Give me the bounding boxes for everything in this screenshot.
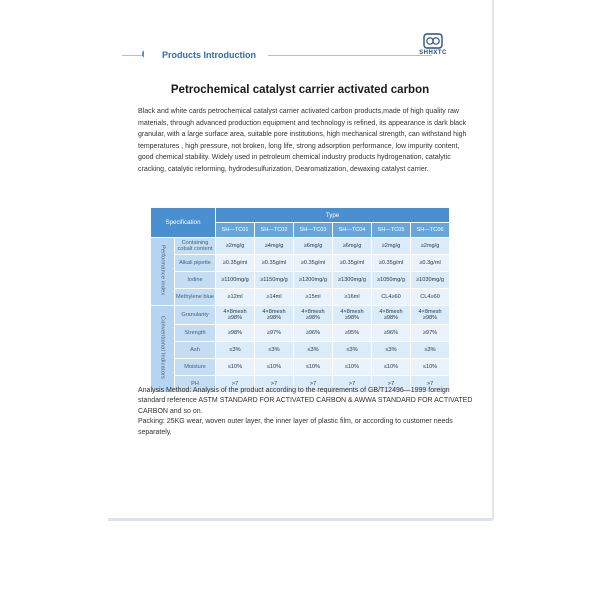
model-header: SH—TC06 bbox=[411, 223, 450, 238]
table-cell: ≤10% bbox=[411, 359, 450, 376]
table-cell: 4×8mesh ≥98% bbox=[255, 306, 294, 325]
group-label: Conventional Indicators bbox=[159, 316, 166, 380]
section-label: Products Introduction bbox=[144, 46, 268, 64]
model-header: SH—TC04 bbox=[333, 223, 372, 238]
group-performance-index bbox=[151, 238, 175, 306]
specification-table bbox=[150, 207, 450, 393]
model-header: SH—TC01 bbox=[216, 223, 255, 238]
analysis-method-text: Analysis Method: Analysis of the product according to the requirements of GB/T12496—1999 foreign standard reference ASTM STANDARD FOR ACTIVATED CARBON & AWWA STANDARD FOR ACTIVATED CARBON and so on. bbox=[138, 387, 473, 415]
table-cell: ≥1030mg/g bbox=[411, 272, 450, 289]
row-label: Alkali pipette bbox=[175, 255, 216, 272]
company-logo bbox=[408, 33, 458, 59]
table-cell: ≤3% bbox=[372, 342, 411, 359]
table-cell: ≥6mg/g bbox=[294, 238, 333, 255]
table-cell: ≥15ml bbox=[294, 289, 333, 306]
table-cell: >7 bbox=[294, 376, 333, 393]
table-row bbox=[151, 238, 450, 255]
model-header: SH—TC02 bbox=[255, 223, 294, 238]
logo-emblem-icon bbox=[422, 33, 444, 49]
table-cell: ≤3% bbox=[216, 342, 255, 359]
table-cell: ≤3% bbox=[411, 342, 450, 359]
table-cell: ≤10% bbox=[333, 359, 372, 376]
table-cell: ≥1150mg/g bbox=[255, 272, 294, 289]
table-cell: ≥6mg/g bbox=[333, 238, 372, 255]
table-row bbox=[151, 359, 450, 376]
table-cell: ≥16ml bbox=[333, 289, 372, 306]
table-cell: 4×8mesh ≥98% bbox=[411, 306, 450, 325]
table-cell: ≤3% bbox=[333, 342, 372, 359]
table-cell: ≥1300mg/g bbox=[333, 272, 372, 289]
row-label: Moisture bbox=[175, 359, 216, 376]
table-cell: ≥2mg/g bbox=[411, 238, 450, 255]
table-cell: ≥96% bbox=[372, 325, 411, 342]
model-header: SH—TC05 bbox=[372, 223, 411, 238]
row-label: Containing cobalt content bbox=[175, 238, 216, 255]
page-bottom-edge bbox=[108, 518, 492, 521]
page-title: Petrochemical catalyst carrier activated carbon bbox=[170, 84, 430, 96]
row-label: Strength bbox=[175, 325, 216, 342]
analysis-section bbox=[138, 386, 476, 438]
table-row bbox=[151, 255, 450, 272]
intro-paragraph: Black and white cards petrochemical catalyst carrier activated carbon products,made of high quality raw materials, through advanced production equipment and technology is refined, its appearance is dark black granular, with a large surface area, suitable pore institutions, high mechanical strength, can withstand high temperatures , high pressure, not broken, long life, strong adsorption performance, low impurity content, good chemical stability. Widely used in petroleum chemical industry products hydrogenation, catalytic cracking, catalytic reforming, hydrodesulfurization, Dearomatization, dewaxing catalyst carrier. bbox=[138, 108, 467, 173]
table-cell: 4×8mesh ≥98% bbox=[372, 306, 411, 325]
table-cell: ≥1050mg/g bbox=[372, 272, 411, 289]
table-cell: 4×8mesh ≥98% bbox=[216, 306, 255, 325]
table-cell: ≥0.35g/ml bbox=[255, 255, 294, 272]
logo-text: SHHXTC bbox=[419, 50, 447, 56]
table-cell: ≥1200mg/g bbox=[294, 272, 333, 289]
group-label: Performance index bbox=[159, 245, 166, 296]
table-cell: ≤10% bbox=[216, 359, 255, 376]
table-cell: CL4≥60 bbox=[411, 289, 450, 306]
table-cell: ≥97% bbox=[255, 325, 294, 342]
row-label: Iodine bbox=[175, 272, 216, 289]
row-label: Methylene blue bbox=[175, 289, 216, 306]
table-cell: >7 bbox=[333, 376, 372, 393]
table-cell: ≥0.35g/ml bbox=[333, 255, 372, 272]
table-row bbox=[151, 342, 450, 359]
table-cell: ≥1100mg/g bbox=[216, 272, 255, 289]
table-cell: ≥2mg/g bbox=[216, 238, 255, 255]
table-cell: ≥95% bbox=[333, 325, 372, 342]
table-cell: ≥4mg/g bbox=[255, 238, 294, 255]
table-cell: ≥12ml bbox=[216, 289, 255, 306]
table-cell: ≤10% bbox=[294, 359, 333, 376]
table-cell: ≥0.35g/ml bbox=[216, 255, 255, 272]
table-row bbox=[151, 289, 450, 306]
row-label: Granularity bbox=[175, 306, 216, 325]
table-cell: ≥97% bbox=[411, 325, 450, 342]
table-row bbox=[151, 272, 450, 289]
group-conventional-indicators bbox=[151, 306, 175, 393]
header-type: Type bbox=[216, 208, 450, 223]
table-cell: ≥14ml bbox=[255, 289, 294, 306]
table-cell: ≥98% bbox=[216, 325, 255, 342]
brochure-page bbox=[108, 0, 494, 520]
table-cell: ≥0.35g/ml bbox=[294, 255, 333, 272]
row-label: PH bbox=[175, 376, 216, 393]
table-cell: ≥96% bbox=[294, 325, 333, 342]
header-specification: Specification bbox=[151, 208, 216, 238]
table-cell: ≤3% bbox=[255, 342, 294, 359]
table-cell: CL4≥60 bbox=[372, 289, 411, 306]
table-cell: 4×8mesh ≥98% bbox=[294, 306, 333, 325]
table-cell: ≤3% bbox=[294, 342, 333, 359]
table-cell: ≤10% bbox=[255, 359, 294, 376]
table-cell: ≥0.35g/ml bbox=[372, 255, 411, 272]
table-row bbox=[151, 306, 450, 325]
table-cell: >7 bbox=[372, 376, 411, 393]
row-label: Ash bbox=[175, 342, 216, 359]
model-header: SH—TC03 bbox=[294, 223, 333, 238]
packing-text: Packing: 25KG wear, woven outer layer, the inner layer of plastic film, or according to customer needs separately. bbox=[138, 418, 453, 436]
table-cell: >7 bbox=[411, 376, 450, 393]
table-cell: ≥0.3g/ml bbox=[411, 255, 450, 272]
table-row bbox=[151, 325, 450, 342]
table-cell: 4×8mesh ≥98% bbox=[333, 306, 372, 325]
table-cell: ≥2mg/g bbox=[372, 238, 411, 255]
table-cell: >7 bbox=[216, 376, 255, 393]
table-cell: >7 bbox=[255, 376, 294, 393]
table-cell: ≤10% bbox=[372, 359, 411, 376]
